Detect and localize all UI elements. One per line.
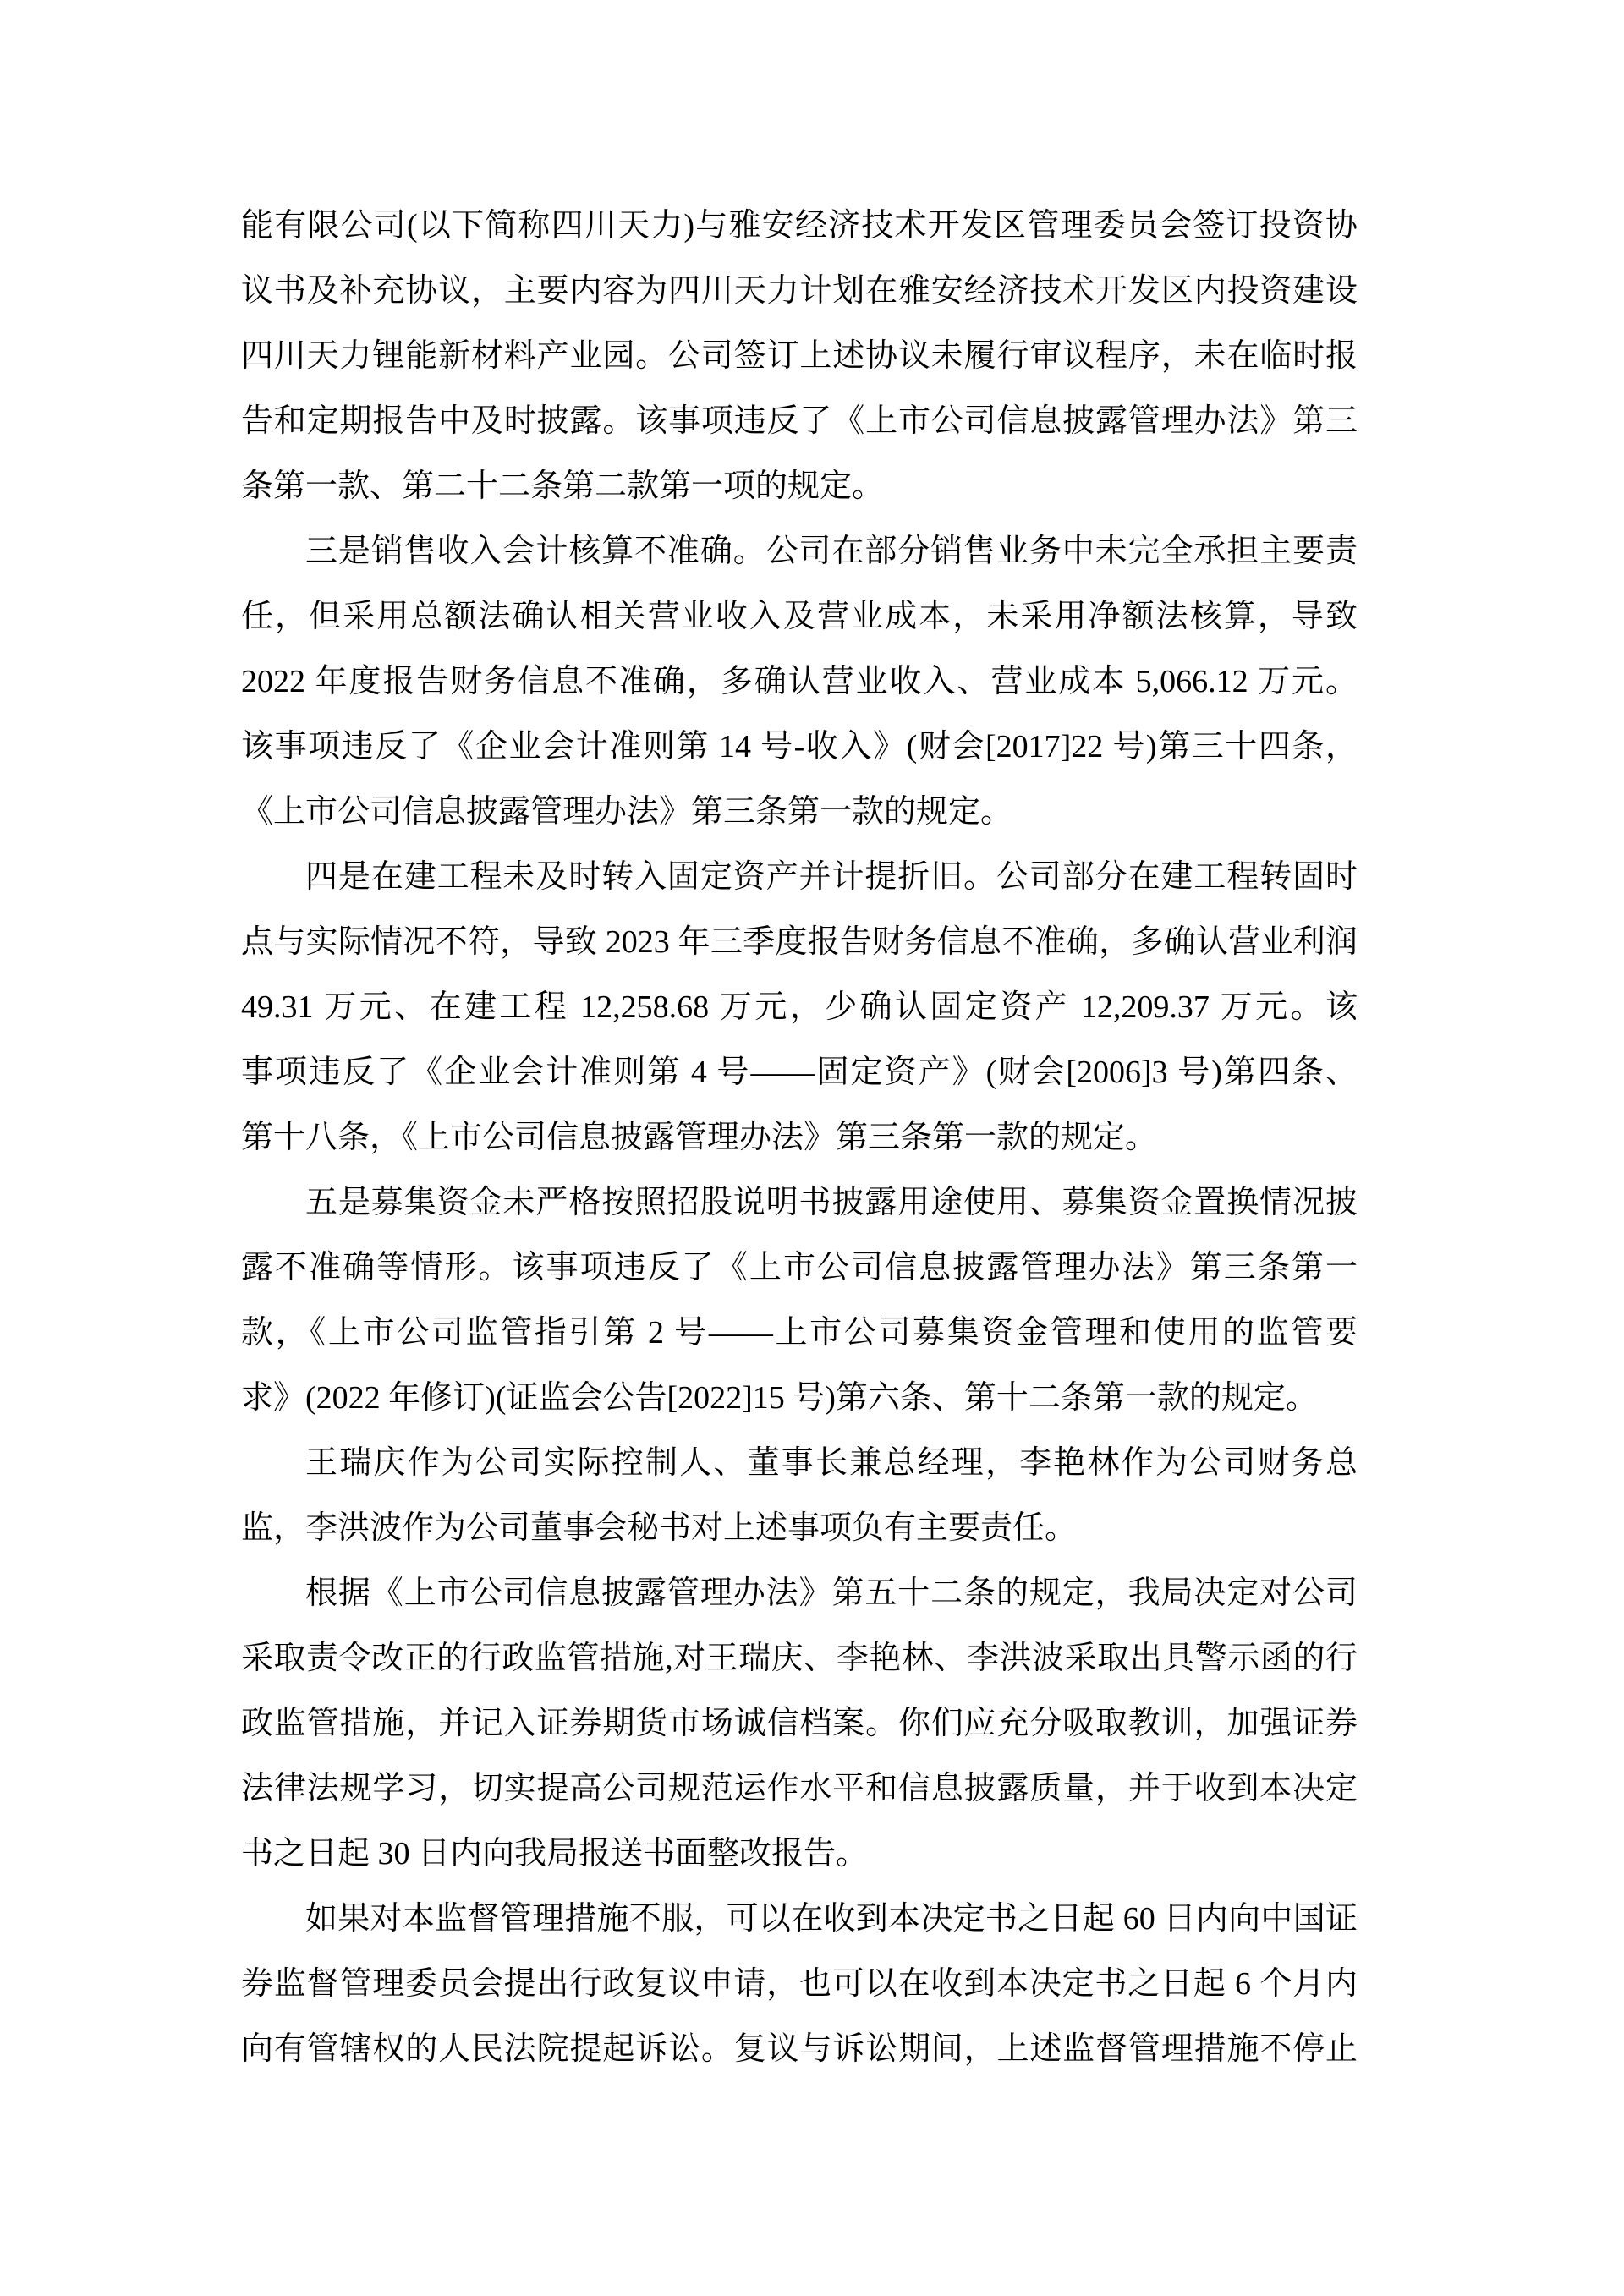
text-line: 法律法规学习，切实提高公司规范运作水平和信息披露质量，并于收到本决定 bbox=[241, 1771, 1358, 1806]
text-line: 王瑞庆作为公司实际控制人、董事长兼总经理，李艳林作为公司财务总 bbox=[305, 1445, 1358, 1481]
text-line: 第十八条，《上市公司信息披露管理办法》第三条第一款的规定。 bbox=[241, 1120, 1158, 1155]
text-line: 求》(2022 年修订)(证监会公告[2022]15 号)第六条、第十二条第一款的规定。 bbox=[241, 1380, 1318, 1416]
text-line: 49.31 万元、在建工程 12,258.68 万元，少确认固定资产 12,209.37 万元。该 bbox=[241, 989, 1358, 1025]
text-line: 监，李洪波作为公司董事会秘书对上述事项负有主要责任。 bbox=[241, 1510, 1078, 1546]
text-line: 券监督管理委员会提出行政复议申请，也可以在收到本决定书之日起 6 个月内 bbox=[241, 1966, 1358, 2002]
text-line: 告和定期报告中及时披露。该事项违反了《上市公司信息披露管理办法》第三 bbox=[241, 403, 1358, 439]
text-line: 任，但采用总额法确认相关营业收入及营业成本，未采用净额法核算，导致 bbox=[241, 599, 1358, 634]
text-line: 款，《上市公司监管指引第 2 号——上市公司募集资金管理和使用的监管要 bbox=[241, 1315, 1358, 1351]
text-line: 露不准确等情形。该事项违反了《上市公司信息披露管理办法》第三条第一 bbox=[241, 1250, 1358, 1285]
text-line: 如果对本监督管理措施不服，可以在收到本决定书之日起 60 日内向中国证 bbox=[305, 1901, 1358, 1937]
text-line: 采取责令改正的行政监管措施,对王瑞庆、李艳林、李洪波采取出具警示函的行 bbox=[241, 1641, 1358, 1676]
text-line: 议书及补充协议，主要内容为四川天力计划在雅安经济技术开发区内投资建设 bbox=[241, 273, 1358, 309]
text-line: 四川天力锂能新材料产业园。公司签订上述协议未履行审议程序，未在临时报 bbox=[241, 338, 1358, 374]
text-line: 该事项违反了《企业会计准则第 14 号-收入》(财会[2017]22 号)第三十四条， bbox=[241, 729, 1358, 764]
document-body bbox=[241, 194, 1358, 2082]
text-line: 根据《上市公司信息披露管理办法》第五十二条的规定，我局决定对公司 bbox=[305, 1575, 1358, 1611]
text-line: 能有限公司(以下简称四川天力)与雅安经济技术开发区管理委员会签订投资协 bbox=[241, 208, 1358, 244]
text-line: 向有管辖权的人民法院提起诉讼。复议与诉讼期间，上述监督管理措施不停止 bbox=[241, 2031, 1358, 2067]
text-line: 《上市公司信息披露管理办法》第三条第一款的规定。 bbox=[241, 794, 1013, 830]
text-line: 政监管措施，并记入证券期货市场诚信档案。你们应充分吸取教训，加强证券 bbox=[241, 1706, 1358, 1741]
text-line: 点与实际情况不符，导致 2023 年三季度报告财务信息不准确，多确认营业利润 bbox=[241, 924, 1358, 960]
text-line: 三是销售收入会计核算不准确。公司在部分销售业务中未完全承担主要责 bbox=[305, 534, 1358, 569]
text-line: 2022 年度报告财务信息不准确，多确认营业收入、营业成本 5,066.12 万元。 bbox=[241, 664, 1358, 699]
text-line: 条第一款、第二十二条第二款第一项的规定。 bbox=[241, 469, 885, 504]
text-line: 四是在建工程未及时转入固定资产并计提折旧。公司部分在建工程转固时 bbox=[305, 859, 1358, 895]
text-line: 五是募集资金未严格按照招股说明书披露用途使用、募集资金置换情况披 bbox=[305, 1185, 1358, 1220]
text-line: 事项违反了《企业会计准则第 4 号——固定资产》(财会[2006]3 号)第四条、 bbox=[241, 1055, 1358, 1090]
text-line: 书之日起 30 日内向我局报送书面整改报告。 bbox=[241, 1836, 869, 1871]
